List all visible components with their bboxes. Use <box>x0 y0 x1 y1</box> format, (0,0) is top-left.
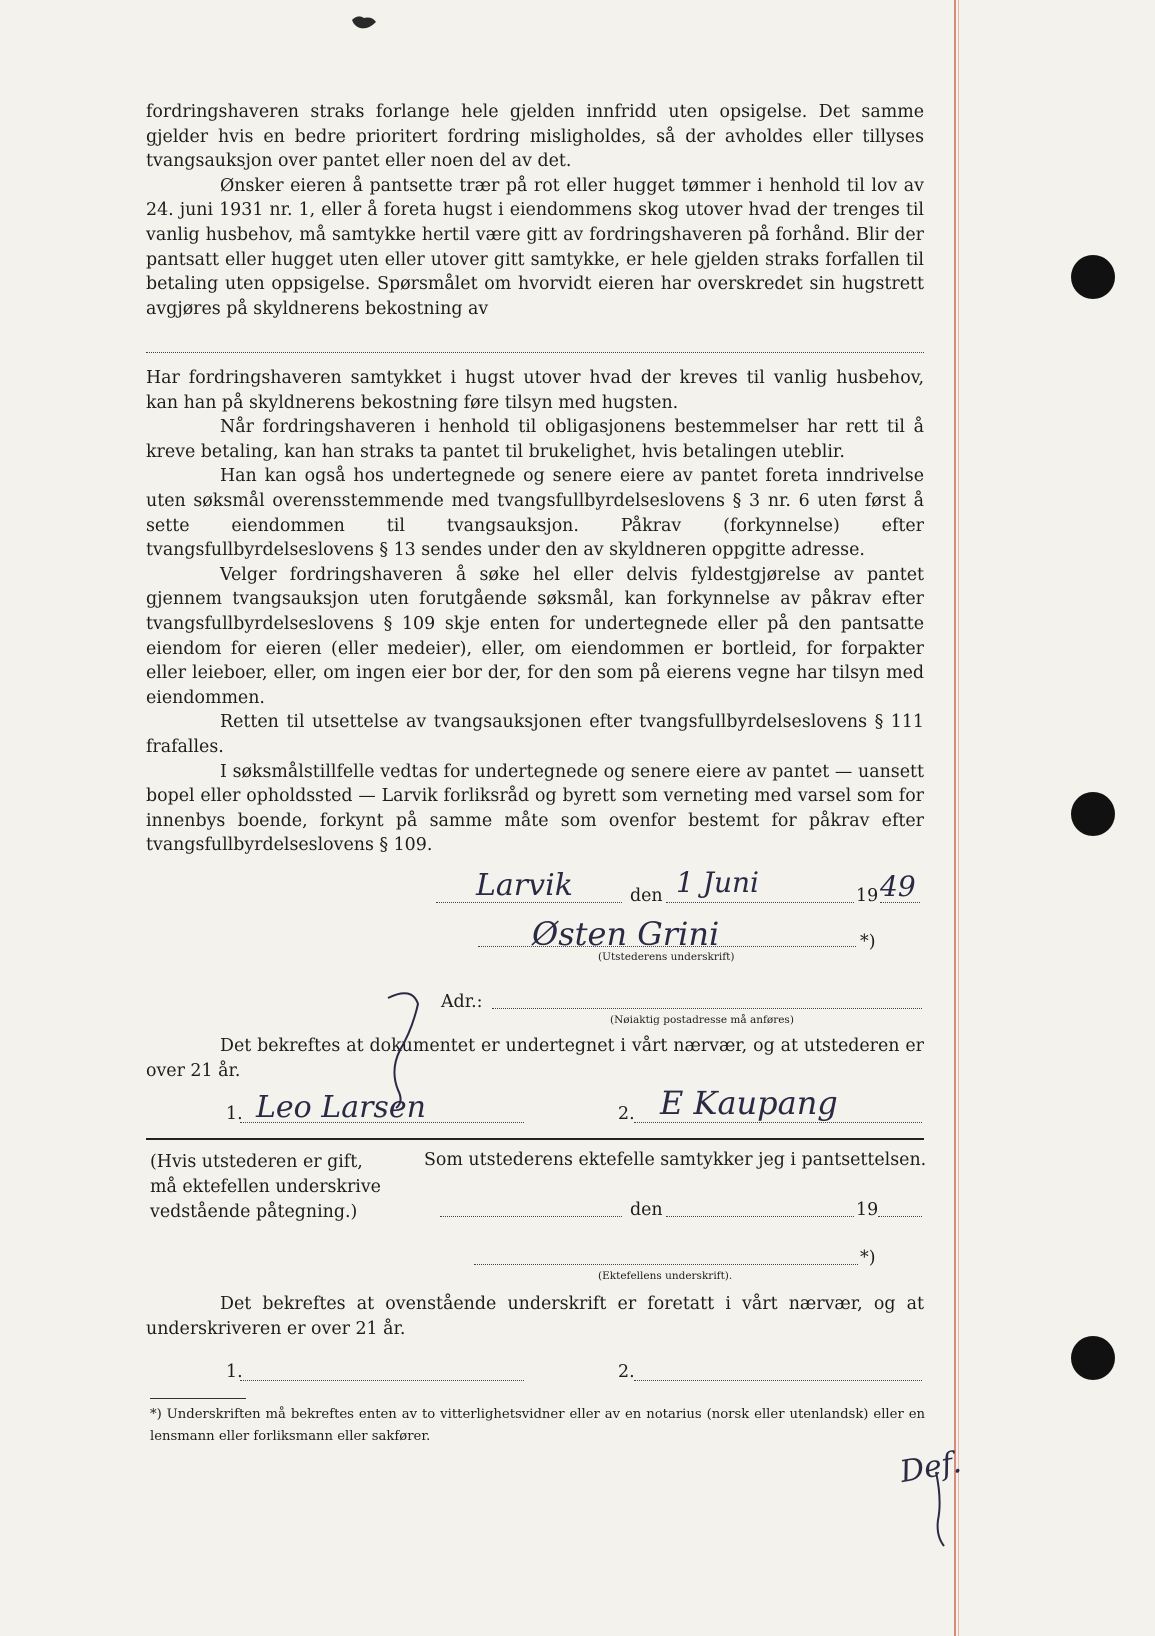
issuer-caption: (Utstederens underskrift) <box>598 951 735 963</box>
witness2-signature: E Kaupang <box>660 1084 838 1122</box>
blank-fill-line <box>146 352 924 353</box>
issuer-signature: Østen Grini <box>532 915 720 953</box>
punch-hole <box>1071 1336 1115 1380</box>
spouse-date-line <box>666 1216 854 1217</box>
witness2-label: 2. <box>618 1104 635 1124</box>
margin-rule <box>954 0 956 1636</box>
spouse-place-line <box>440 1216 622 1217</box>
second-witness2-line <box>634 1380 922 1381</box>
clause-paragraph: Han kan også hos undertegnede og senere eiere av pantet foreta inndrivelse uten søksmål overensstemmende med tvangsfullbyrdelseslovens § 3 nr. 6 uten først å sette eiendommen til tvangsauksjon. Påkrav (forkynnelse) efter tvangsfullbyrdelseslovens § 13 sendes under den av skyldneren oppgitte adresse. <box>146 466 924 561</box>
clause-paragraph: Når fordringshaveren i henhold til obligasjonens bestemmelser har rett til å kreve betaling, kan han straks ta pantet til brukelighet, hvis betalingen uteblir. <box>146 417 924 462</box>
witness2-line <box>634 1122 922 1123</box>
clause-paragraph: Ønsker eieren å pantsette trær på rot eller hugget tømmer i henhold til lov av 24. juni 1931 nr. 1, eller å foreta hugst i eiendommens skog utover hvad der trenges til vanlig husbehov, må samtykke hertil være gitt av fordringshaveren på forhånd. Blir der pantsatt eller hugget uten eller utover gitt samtykke, er hele gjelden straks forfallen til betaling uten oppsigelse. Spørsmålet om hvorvidt eieren har overskredet sin hugstrett avgjøres på skyldnerens bekostning av <box>146 175 924 319</box>
address-line <box>492 1008 922 1009</box>
footnote-rule <box>150 1398 246 1399</box>
place-handwritten: Larvik <box>476 868 573 903</box>
punch-hole <box>1071 792 1115 836</box>
top-clause-block <box>146 100 924 321</box>
clause-paragraph: I søksmålstillfelle vedtas for undertegnede og senere eiere av pantet — uansett bopel eller opholdssted — Larvik forliksråd og byrett som verneting med varsel som for innenbys boende, forkynt på samme måte som ovenfor bestemt for påkrav efter tvangsfullbyrdelseslovens § 109. <box>146 761 924 856</box>
spouse-note-line: vedstående påtegning.) <box>150 1202 358 1222</box>
spouse-note <box>150 1150 381 1225</box>
main-clause-block <box>146 366 924 858</box>
clause-paragraph: Velger fordringshaveren å søke hel eller delvis fyldestgjørelse av pantet gjennem tvangsauksjon uten forutgående søksmål, kan forkynnelse av påkrav efter tvangsfullbyrdelseslovens § 109 skje enten for undertegnede eller på den pantsatte eiendom for eieren (eller medeier), eller, om eiendommen er bortleid, for forpakter eller leieboer, eller, om ingen eier bor der, for den som på eierens vegne har tilsyn med eiendommen. <box>146 564 924 708</box>
margin-initials: Def. <box>897 1444 964 1491</box>
address-caption: (Nøiaktig postadresse må anføres) <box>610 1014 794 1026</box>
spouse-footnote-mark: *) <box>860 1248 876 1268</box>
witness1-label: 1. <box>226 1104 243 1124</box>
witness1-signature: Leo Larsen <box>256 1090 426 1125</box>
punch-hole <box>1071 255 1115 299</box>
spouse-signature-line <box>474 1264 858 1265</box>
ink-blot <box>350 14 380 34</box>
second-witness1-label: 1. <box>226 1362 243 1382</box>
date-line <box>666 902 854 903</box>
section-divider <box>146 1138 924 1140</box>
spouse-caption: (Ektefellens underskrift). <box>598 1270 733 1282</box>
spouse-year-prefix: 19 <box>856 1200 879 1220</box>
second-witness-block <box>146 1292 924 1341</box>
clause-paragraph: fordringshaveren straks forlange hele gjelden innfridd uten opsigelse. Det samme gjelder hvis en bedre prioritert fordring misligholdes, så der avholdes eller tillyses tvangsauksjon over pantet eller noen del av det. <box>146 102 924 172</box>
margin-rule-shadow <box>958 0 959 1636</box>
spouse-note-line: må ektefellen underskrive <box>150 1177 381 1197</box>
year-handwritten: 49 <box>880 870 916 903</box>
spouse-den-label: den <box>630 1200 663 1220</box>
clause-paragraph: Retten til utsettelse av tvangsauksjonen efter tvangsfullbyrdelseslovens § 111 frafalles. <box>146 712 924 757</box>
second-witness-statement: Det bekreftes at ovenstående underskrift er foretatt i vårt nærvær, og at underskriveren er over 21 år. <box>146 1294 924 1339</box>
spouse-consent-text: Som utstederens ektefelle samtykker jeg i pantsettelsen. <box>424 1150 927 1170</box>
margin-initials-tail <box>928 1470 958 1550</box>
issuer-footnote-mark: *) <box>860 932 876 952</box>
year-line <box>880 902 920 903</box>
witness-statement: Det bekreftes at dokumentet er undertegnet i vårt nærvær, og at utstederen er over 21 år. <box>146 1036 924 1081</box>
second-witness2-label: 2. <box>618 1362 635 1382</box>
spouse-note-line: (Hvis utstederen er gift, <box>150 1152 363 1172</box>
year-prefix: 19 <box>856 886 879 906</box>
clause-paragraph: Har fordringshaveren samtykket i hugst utover hvad der kreves til vanlig husbehov, kan han på skyldnerens bekostning føre tilsyn med hugsten. <box>146 368 924 413</box>
witness-statement-block <box>146 1034 924 1083</box>
den-label: den <box>630 886 663 906</box>
spouse-year-line <box>878 1216 922 1217</box>
second-witness1-line <box>240 1380 524 1381</box>
date-handwritten: 1 Juni <box>676 866 759 899</box>
address-label: Adr.: <box>441 992 483 1012</box>
footnote: *) Underskriften må bekreftes enten av to vitterlighetsvidner eller av en notarius (norsk eller utenlandsk) eller en lensmann eller forliksmann eller sakfører. <box>150 1407 925 1444</box>
